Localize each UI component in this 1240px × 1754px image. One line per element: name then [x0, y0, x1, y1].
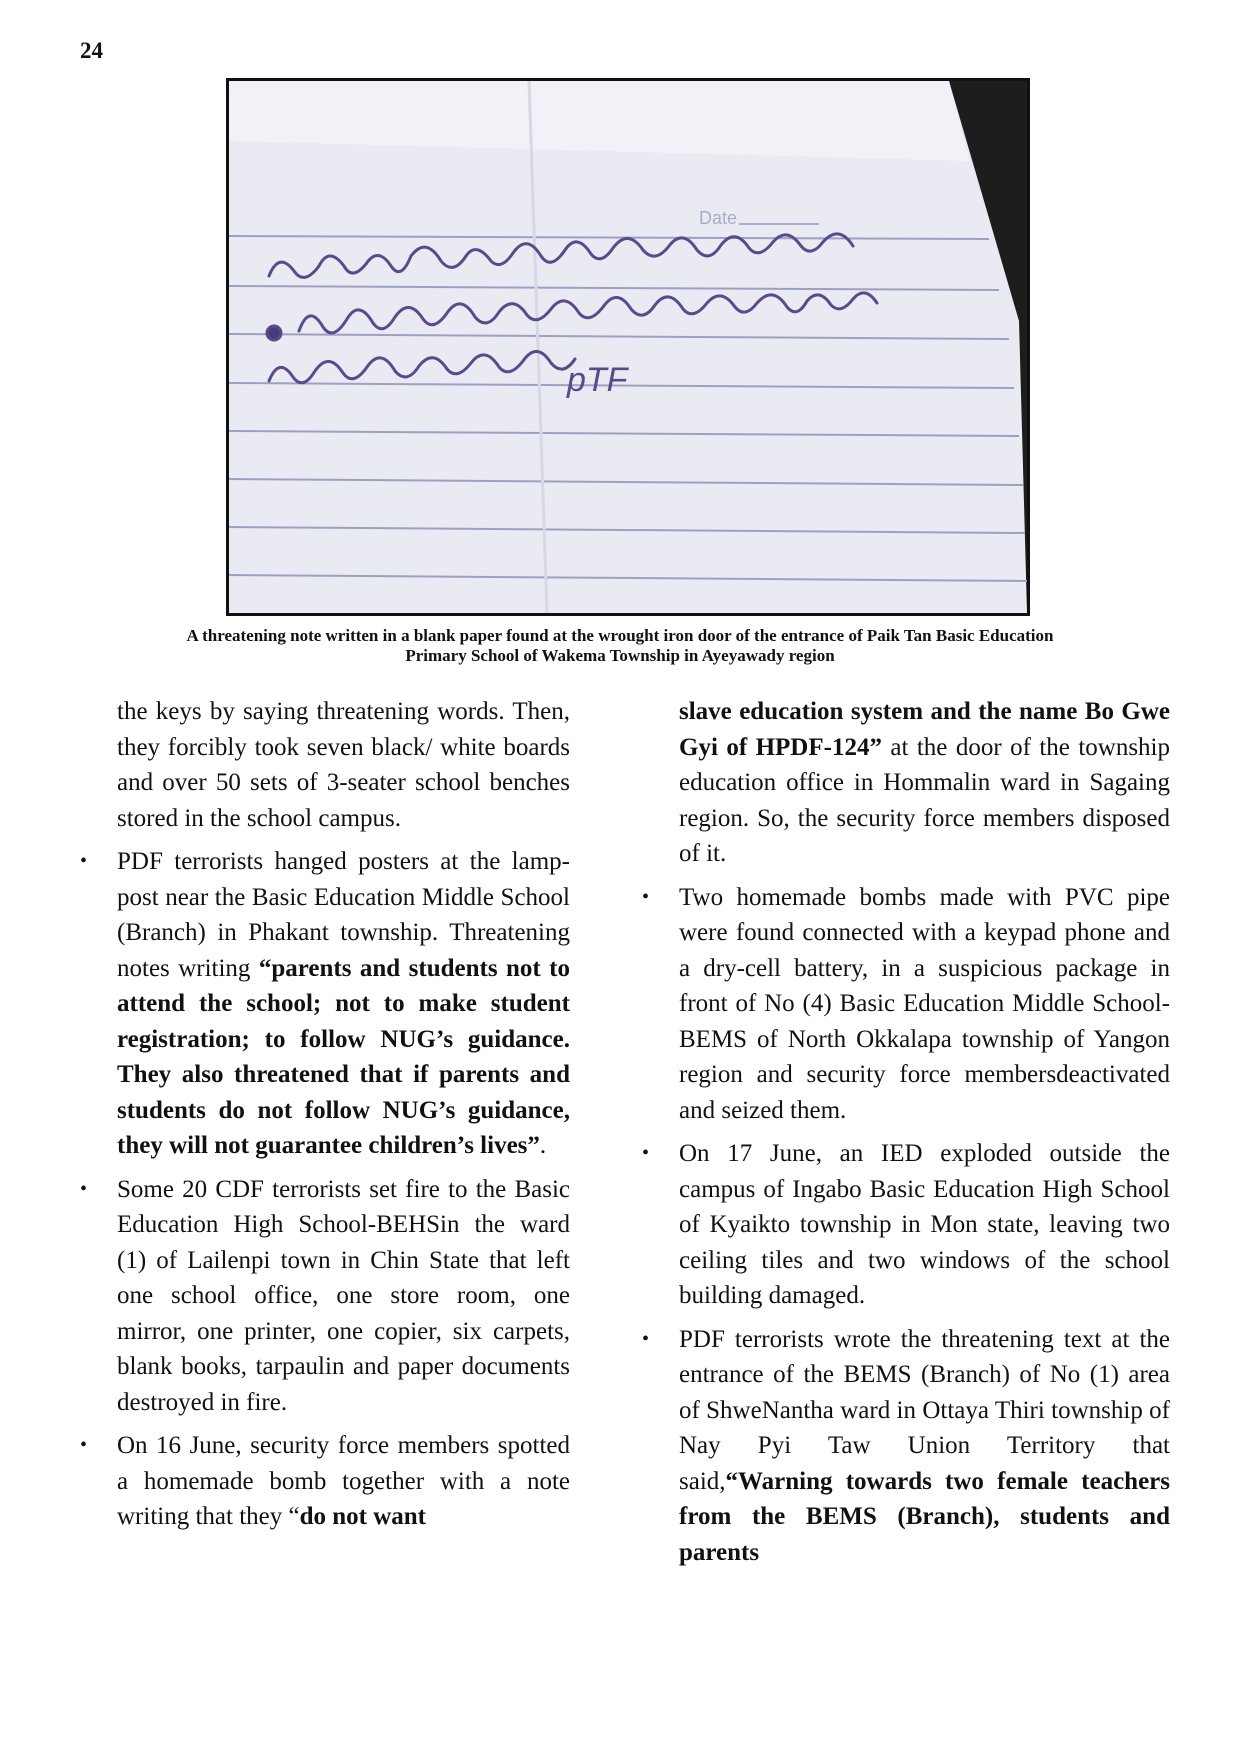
left-column: [80, 694, 570, 1543]
list-item: [80, 1428, 570, 1535]
list-item-bold: “parents and students not to attend the school; not to make student registration; to follow NUG’s guidance. They also threatened that if parents and students do not follow NUG’s guidance, they will not guarantee children’s lives”: [117, 954, 570, 1159]
list-item: [80, 844, 570, 1164]
list-item-bold: do not want: [299, 1503, 427, 1530]
caption-line-1: A threatening note written in a blank paper found at the wrought iron door of the entrance of Paik Tan Basic Education: [186, 626, 1054, 645]
list-item: [642, 1322, 1170, 1571]
handwriting-ptf: pTF: [567, 361, 628, 399]
list-item: [80, 1172, 570, 1421]
right-column: [642, 694, 1170, 1578]
figure-caption: [80, 626, 1160, 666]
bullet-marker: •: [80, 1177, 88, 1200]
caption-line-2: Primary School of Wakema Township in Ayeyawady region: [405, 646, 835, 665]
list-item: [642, 880, 1170, 1129]
bullet-marker: •: [642, 1327, 650, 1350]
bullet-marker: •: [642, 1142, 650, 1164]
list-item-text: PDF terrorists wrote the threatening text at the entrance of the BEMS (Branch) of No (1) area of ShweNantha ward in Ottaya Thiri township of Nay Pyi Taw Union Territory that said,: [679, 1325, 1170, 1495]
list-item-text: Two homemade bombs made with PVC pipe were found connected with a keypad phone and a dry-cell battery, in a suspicious package in front of No (4) Basic Education Middle School-BEMS of North Okkalapa township of Yangon region and security force membersdeactivated and seized them.: [679, 883, 1170, 1124]
list-item-text: PDF terrorists hanged posters at the lamp-post near the Basic Education Middle School (Branch) in Phakant township. Threatening notes writing: [117, 848, 570, 982]
bullet-marker: •: [80, 850, 88, 872]
right-intro-text: at the door of the township education office in Hommalin ward in Sagaing region. So, the security force members disposed of it.: [679, 733, 1170, 867]
list-item-text: Some 20 CDF terrorists set fire to the Basic Education High School-BEHSin the ward (1) of Lailenpi town in Chin State that left one school office, one store room, one mirror, one printer, one copier, six carpets, blank books, tarpaulin and paper documents destroyed in fire.: [117, 1175, 570, 1416]
left-intro-paragraph: the keys by saying threatening words. Then, they forcibly took seven black/ white boards and over 50 sets of 3-seater school benches stored in the school campus.: [117, 698, 570, 832]
date-label: Date: [699, 208, 738, 228]
bullet-marker: •: [642, 885, 650, 908]
list-item-bold: “Warning towards two female teachers from the BEMS (Branch), students and parents: [679, 1467, 1170, 1566]
list-item-text: On 17 June, an IED exploded outside the campus of Ingabo Basic Education High School of Kyaikto township in Mon state, leaving two ceiling tiles and two windows of the school building damaged.: [679, 1140, 1170, 1309]
list-item: [642, 1136, 1170, 1314]
note-paper-image: [229, 81, 1027, 613]
page-number: 24: [80, 38, 103, 63]
right-bullet-list: [642, 880, 1170, 1571]
list-item-tail: .: [539, 1132, 547, 1159]
right-intro-paragraph: [679, 694, 1170, 872]
bullet-marker: •: [80, 1434, 88, 1456]
right-intro-bold: slave education system and the name Bo Gwe Gyi of HPDF-124”: [679, 698, 1170, 761]
threatening-note-photo: [226, 78, 1030, 616]
left-bullet-list: [80, 844, 570, 1535]
list-item-text: On 16 June, security force members spotted a homemade bomb together with a note writing that they “: [117, 1432, 570, 1530]
